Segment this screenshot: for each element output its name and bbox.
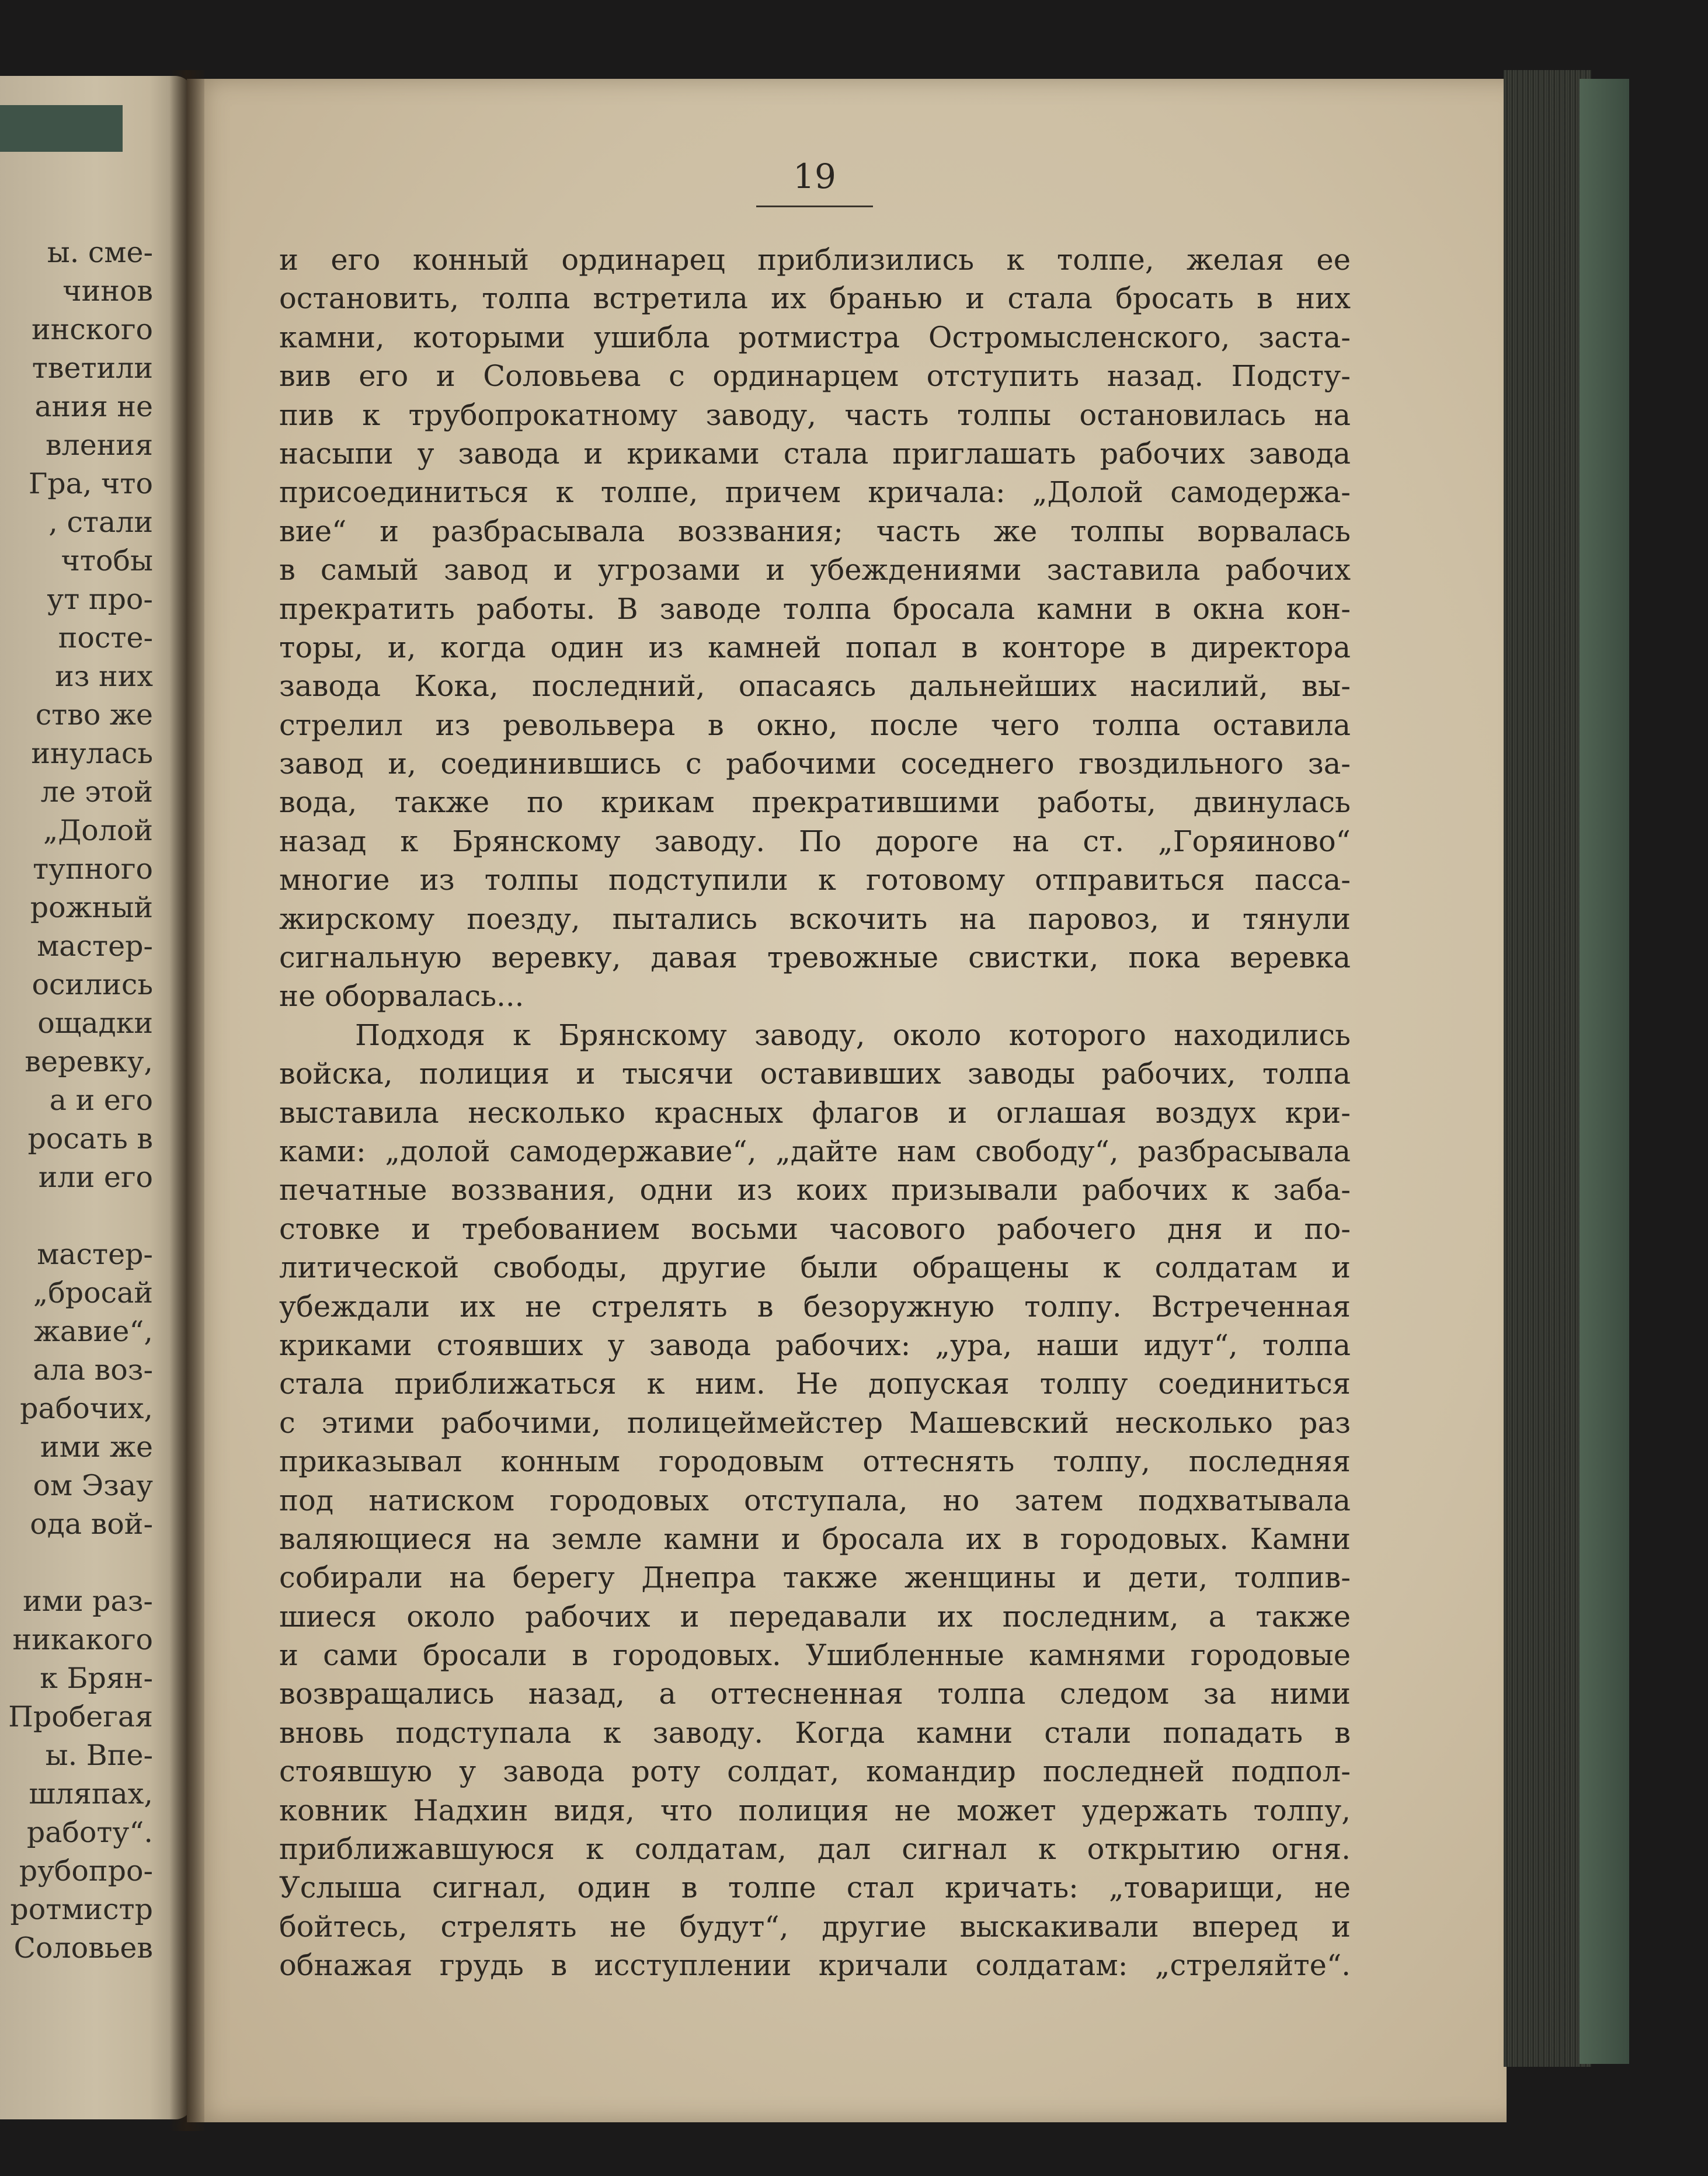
left-line: тветили bbox=[32, 351, 153, 385]
text-line: приказывал конным городовым оттеснять толпу, последняя bbox=[279, 1444, 1351, 1479]
left-line: мастер- bbox=[37, 1238, 153, 1271]
left-line: ания не bbox=[34, 390, 153, 423]
text-line: убеждали их не стрелять в безоружную толпу. Встреченная bbox=[279, 1289, 1351, 1324]
left-line: „Долой bbox=[43, 814, 153, 847]
left-line: ода вой- bbox=[30, 1507, 153, 1541]
left-line: , стали bbox=[48, 506, 153, 539]
left-line: ротмистр bbox=[10, 1893, 153, 1926]
left-line: жавие“, bbox=[33, 1315, 153, 1348]
left-line: или его bbox=[38, 1161, 153, 1194]
left-line: инского bbox=[31, 313, 153, 346]
text-line: камни, которыми ушибла ротмистра Остромысленского, застa- bbox=[279, 320, 1351, 354]
left-line: росать в bbox=[27, 1122, 153, 1155]
left-line: ство же bbox=[35, 698, 153, 732]
left-line: посте- bbox=[58, 621, 153, 654]
text-line: вновь подступала к заводу. Когда камни стали попадать в bbox=[279, 1715, 1351, 1750]
left-line: веревку, bbox=[25, 1045, 153, 1078]
text-line: войска, полиция и тысячи оставивших заводы рабочих, толпа bbox=[279, 1057, 1351, 1091]
text-line: прекратить работы. В заводе толпа бросала камни в окна кон- bbox=[279, 591, 1351, 626]
page-number: 19 bbox=[793, 156, 836, 196]
text-line: валяющиеся на земле камни и бросала их в городовых. Камни bbox=[279, 1522, 1351, 1556]
left-line: вления bbox=[46, 429, 153, 462]
text-line: литической свободы, другие были обращены к солдатам и bbox=[279, 1251, 1351, 1285]
left-line: работу“. bbox=[26, 1816, 153, 1849]
left-line: Пробегая bbox=[8, 1700, 153, 1733]
text-line: многие из толпы подступили к готовому отправиться пасса- bbox=[279, 863, 1351, 897]
text-line: не оборвалась... bbox=[279, 979, 524, 1014]
left-line bbox=[0, 1197, 153, 1235]
text-line: и его конный ординарец приблизились к толпе, желая ее bbox=[279, 243, 1351, 277]
left-line: мастер- bbox=[37, 929, 153, 963]
text-line: под натиском городовых отступала, но затем подхватывала bbox=[279, 1483, 1351, 1517]
left-line: рожный bbox=[30, 891, 153, 924]
text-line: жирскому поезду, пытались вскочить на паровоз, и тянули bbox=[279, 901, 1351, 936]
text-line: собирали на берегу Днепра также женщины и дети, толпив- bbox=[279, 1561, 1351, 1595]
text-line: вив его и Соловьева с ординарцем отступить назад. Подсту- bbox=[279, 359, 1351, 394]
back-cover bbox=[1580, 79, 1629, 2064]
left-line: осились bbox=[32, 968, 153, 1001]
text-line: назад к Брянскому заводу. По дороге на ст. „Горяиново“ bbox=[279, 824, 1351, 858]
left-line: рубопро- bbox=[19, 1854, 153, 1888]
text-line: бойтесь, стрелять не будут“, другие выскакивали вперед и bbox=[279, 1909, 1351, 1944]
left-line: чтобы bbox=[61, 544, 153, 577]
left-line: ощадки bbox=[37, 1007, 153, 1040]
text-line: завод и, соединившись с рабочими соседнего гвоздильного за- bbox=[279, 747, 1351, 781]
text-line: торы, и, когда один из камней попал в конторе в директора bbox=[279, 630, 1351, 664]
text-line: вода, также по крикам прекратившими работы, двинулась bbox=[279, 785, 1351, 820]
left-line: а и его bbox=[49, 1084, 153, 1117]
left-line: инулась bbox=[31, 737, 153, 770]
left-line: чинов bbox=[62, 274, 153, 308]
left-line: тупного bbox=[33, 852, 153, 886]
left-line: ы. сме- bbox=[47, 236, 153, 269]
text-line: печатные воззвания, одни из коих призывали рабочих к заба- bbox=[279, 1173, 1351, 1207]
left-line: ле этой bbox=[40, 775, 153, 809]
left-cover-fragment bbox=[0, 105, 123, 152]
text-line: стовке и требованием восьми часового рабочего дня и по- bbox=[279, 1211, 1351, 1246]
text-line: с этими рабочими, полицеймейстер Машевский несколько раз bbox=[279, 1405, 1351, 1440]
left-line: шляпах, bbox=[29, 1777, 153, 1811]
text-line: ковник Надхин видя, что полиция не может удержать толпу, bbox=[279, 1793, 1351, 1827]
text-line: насыпи у завода и криками стала приглашать рабочих завода bbox=[279, 436, 1351, 471]
left-line: Соловьев bbox=[13, 1931, 153, 1965]
text-line: завода Кока, последний, опасаясь дальнейших насилий, вы- bbox=[279, 669, 1351, 704]
page-number-rule bbox=[756, 206, 873, 207]
left-line: из них bbox=[55, 660, 153, 693]
left-line: „бросай bbox=[33, 1276, 153, 1310]
text-line: приближавшуюся к солдатам, дал сигнал к открытию огня. bbox=[279, 1832, 1351, 1867]
left-line: ими же bbox=[40, 1430, 153, 1464]
text-line: в самый завод и угрозами и убеждениями заставила рабочих bbox=[279, 553, 1351, 587]
left-page-text bbox=[0, 234, 153, 1968]
text-line: присоединиться к толпе, причем кричала: „Долой самодержа- bbox=[279, 475, 1351, 510]
text-line: стоявшую у завода роту солдат, командир последней подпол- bbox=[279, 1754, 1351, 1789]
text-line: криками стоявших у завода рабочих: „ура, наши идут“, толпа bbox=[279, 1328, 1351, 1362]
left-line: Гра, что bbox=[28, 467, 153, 500]
text-line: выставила несколько красных флагов и оглашая воздух кри- bbox=[279, 1095, 1351, 1130]
book-gutter bbox=[169, 70, 204, 2131]
text-line: сигнальную веревку, давая тревожные свистки, пока веревка bbox=[279, 941, 1351, 975]
paragraph-first-line: Подходя к Брянскому заводу, около которого находились bbox=[355, 1018, 1351, 1052]
text-line: и сами бросали в городовых. Ушибленные камнями городовые bbox=[279, 1638, 1351, 1673]
text-line: Услыша сигнал, один в толпе стал кричать: „товарищи, не bbox=[279, 1871, 1351, 1905]
text-line: остановить, толпа встретила их бранью и стала бросать в них bbox=[279, 281, 1351, 316]
left-line: ы. Впе- bbox=[45, 1739, 153, 1772]
left-line: к Брян- bbox=[40, 1662, 153, 1695]
text-line: стала приближаться к ним. Не допуская толпу соединиться bbox=[279, 1367, 1351, 1401]
page-body-text bbox=[279, 241, 1351, 1985]
left-line: ала воз- bbox=[33, 1353, 153, 1387]
text-line: вие“ и разбрасывала воззвания; часть же толпы ворвалась bbox=[279, 514, 1351, 548]
text-line: возвращались назад, а оттесненная толпа следом за ними bbox=[279, 1677, 1351, 1711]
text-line: обнажая грудь в исступлении кричали солдатам: „стреляйте“. bbox=[279, 1948, 1351, 1983]
left-line: никакого bbox=[12, 1623, 153, 1656]
page-edges bbox=[1504, 70, 1591, 2067]
left-line: ими раз- bbox=[23, 1585, 153, 1618]
text-line: пив к трубопрокатному заводу, часть толпы остановилась на bbox=[279, 398, 1351, 432]
text-line: стрелил из револьвера в окно, после чего толпа оставила bbox=[279, 708, 1351, 742]
left-line: рабочих, bbox=[20, 1392, 153, 1425]
left-line: ут про- bbox=[47, 583, 153, 616]
left-line bbox=[0, 1544, 153, 1582]
left-line: ом Эзау bbox=[33, 1469, 153, 1502]
text-line: шиеся около рабочих и передавали их последним, а также bbox=[279, 1599, 1351, 1634]
text-line: ками: „долой самодержавие“, „дайте нам свободу“, разбрасывала bbox=[279, 1134, 1351, 1168]
